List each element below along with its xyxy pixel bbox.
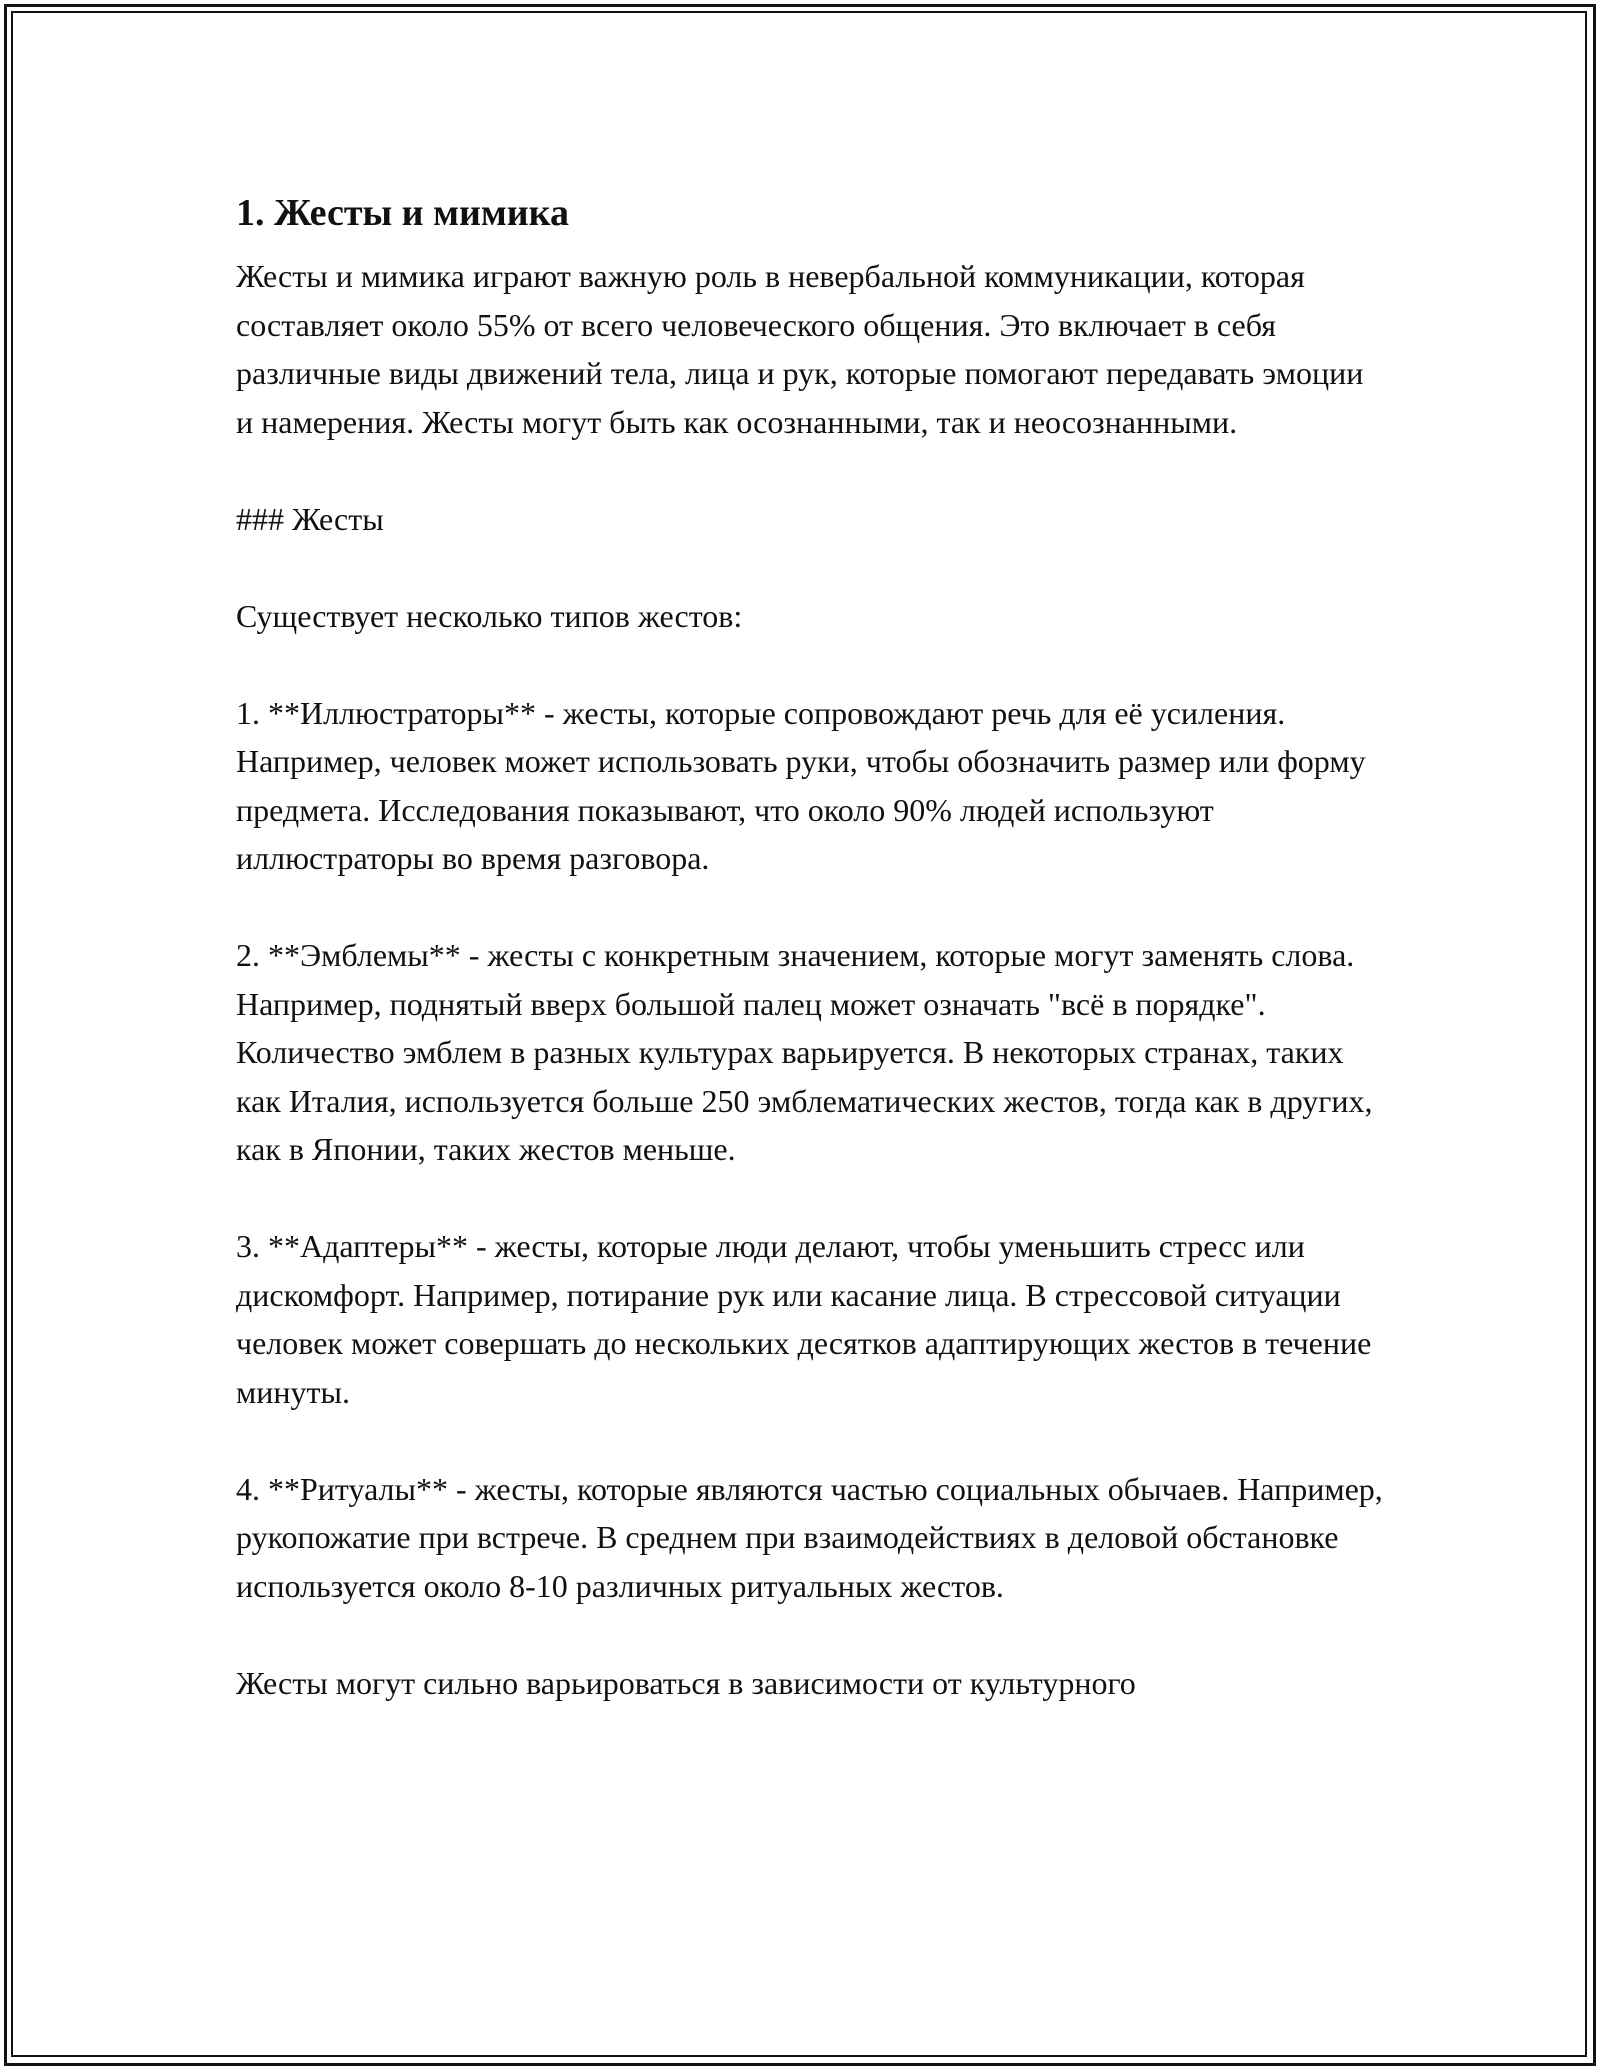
list-item-rituals: 4. **Ритуалы** - жесты, которые являются частью социальных обычаев. Например, рукопожатие при встрече. В среднем при взаимодействиях в деловой обстановке используется около 8-10 различных ритуальных жестов.	[236, 1470, 1383, 1604]
intro-paragraph: Жесты и мимика играют важную роль в невербальной коммуникации, которая составляет около 55% от всего человеческого общения. Это включает в себя различные виды движений тела, лица и рук, которые помогают передавать эмоции и намерения. Жесты могут быть как осознанными, так и неосознанными.	[236, 258, 1364, 440]
document-body	[236, 186, 1386, 1707]
list-item-illustrators: 1. **Иллюстраторы** - жесты, которые сопровождают речь для её усиления. Например, человек может использовать руки, чтобы обозначить размер или форму предмета. Исследования показывают, что около 90% людей используют иллюстраторы во время разговора.	[236, 694, 1366, 876]
list-item-emblems: 2. **Эмблемы** - жесты с конкретным значением, которые могут заменять слова. Например, поднятый вверх большой палец может означать "всё в порядке". Количество эмблем в разных культурах варьируется. В некоторых странах, таких как Италия, используется больше 250 эмблематических жестов, тогда как в других, как в Японии, таких жестов меньше.	[236, 937, 1373, 1167]
closing-paragraph: Жесты могут сильно варьироваться в зависимости от культурного	[236, 1664, 1136, 1701]
list-item-adapters: 3. **Адаптеры** - жесты, которые люди делают, чтобы уменьшить стресс или дискомфорт. Например, потирание рук или касание лица. В стрессовой ситуации человек может совершать до нескольких десятков адаптирующих жестов в течение минуты.	[236, 1228, 1372, 1410]
gesture-types-intro: Существует несколько типов жестов:	[236, 597, 743, 634]
subheading-gestures: ### Жесты	[236, 500, 384, 537]
section-heading: 1. Жесты и мимика	[236, 192, 569, 234]
